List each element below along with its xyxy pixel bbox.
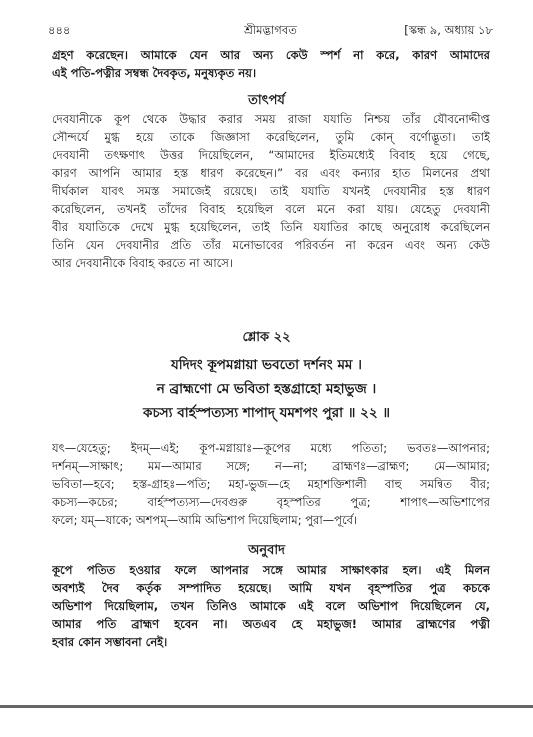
synonym-line: ভবিতা—হবে; হস্ত-গ্রাহঃ—পতি; মহা-ভুজ—হে মহাশক্তিশালী বাহু সমন্বিত বীর; <box>52 477 490 491</box>
purport-line: সৌন্দর্যে মুগ্ধ হয়ে তাকে জিজ্ঞাসা করেছিলেন, তুমি কোন্ বর্ণোদ্ভূতা। তাই <box>52 130 490 144</box>
purport-line: দেবযানী তৎক্ষণাৎ উত্তর দিয়েছিলেন, “আমাদের ইতিমধ্যেই বিবাহ হয়ে গেছে, <box>52 148 490 162</box>
verse-line: যদিদং কূপমগ্নায়া ভবতো দর্শনং মম । <box>171 357 362 373</box>
intro-line: গ্রহণ করেছেন। আমাকে যেন আর অন্য কেউ স্পর্শ না করে, কারণ আমাদের <box>52 48 490 62</box>
purport-line: দীর্ঘকাল যাবৎ সমস্ত সমাজেই রয়েছে। তাই যযাতি যখনই দেবযানীর হস্ত ধারণ <box>52 184 490 198</box>
verse-heading: শ্লোক ২২ <box>242 330 291 345</box>
page-number: ৪৪৪ <box>48 23 71 37</box>
translation-line: হবার কোন সম্ভাবনা নেই। <box>52 635 168 649</box>
bottom-divider <box>0 705 533 708</box>
translation-line: অভিশাপ দিয়েছিলাম, তখন তিনিও আমাকে এই বলে অভিশাপ দিয়েছিলেন যে, <box>52 599 490 613</box>
page-header <box>48 22 493 40</box>
translation-line: অবশ্যই দৈব কর্তৃক সম্পাদিত হয়েছে। আমি যখন বৃহস্পতির পুত্র কচকে <box>52 581 490 595</box>
translation-line: কূপে পতিত হওয়ার ফলে আপনার সঙ্গে আমার সাক্ষাৎকার হল। এই মিলন <box>52 563 490 577</box>
synonym-line: যৎ—যেহেতু; ইদম্—এই; কূপ-মগ্নায়াঃ—কূপের মধ্যে পতিতা; ভবতঃ—আপনার; <box>52 441 490 455</box>
synonym-line: ফলে; যম্—যাকে; অশপম্—আমি অভিশাপ দিয়েছিলাম; পুরা—পূর্বে। <box>52 513 358 527</box>
chapter-reference: [স্কন্ধ ৯, অধ্যায় ১৮ <box>404 23 493 37</box>
purport-line: করেছিলেন, তখনই তাঁদের বিবাহ হয়েছিল বলে মনে করা যায়। যেহেতু দেবযানী <box>52 202 490 216</box>
verse-line: কচস্য বার্হস্পত্যস্য শাপাদ্ যমশপং পুরা ॥ ২২ ॥ <box>143 405 390 421</box>
purport-line: আর দেবযানীকে বিবাহ করতে না আসে। <box>52 256 233 270</box>
synonym-line: কচস্য—কচের; বার্হস্পত্যস্য—দেবগুরু বৃহস্পতির পুত্র; শাপাৎ—অভিশাপের <box>52 495 490 509</box>
synonym-line: দর্শনম্—সাক্ষাৎ; মম—আমার সঙ্গে; ন—না; ব্রাহ্মণঃ—ব্রাহ্মণ; মে—আমার; <box>52 459 490 473</box>
intro-line: এই পতি-পত্নীর সম্বন্ধ দৈবকৃত, মনুষ্যকৃত নয়। <box>52 66 257 80</box>
purport-line: তিনি যেন দেবযানীর প্রতি তাঁর মনোভাবের পরিবর্তন না করেন এবং অন্য কেউ <box>52 238 490 252</box>
book-title: শ্রীমদ্ভাগবত <box>244 23 297 37</box>
translation-heading: অনুবাদ <box>248 543 285 558</box>
translation-line: আমার পতি ব্রাহ্মণ হবেন না। অতএব হে মহাভুজ! আমার ব্রাহ্মণের পত্নী <box>52 617 490 631</box>
purport-line: দেবযানীকে কূপ থেকে উদ্ধার করার সময় রাজা যযাতি নিশ্চয় তাঁর যৌবনোদ্দীপ্ত <box>52 112 490 126</box>
verse-line: ন ব্রাহ্মণো মে ভবিতা হস্তগ্রাহো মহাভুজ । <box>156 381 377 397</box>
purport-heading: তাৎপর্য <box>248 93 285 108</box>
purport-line: কারণ আপনি আমার হস্ত ধারণ করেছেন।” বর এবং কন্যার হাত মিলনের প্রথা <box>52 166 490 180</box>
purport-line: বীর যযাতিকে দেখে মুগ্ধ হয়েছিলেন, তাই তিনি যযাতির কাছে অনুরোধ করেছিলেন <box>52 220 490 234</box>
